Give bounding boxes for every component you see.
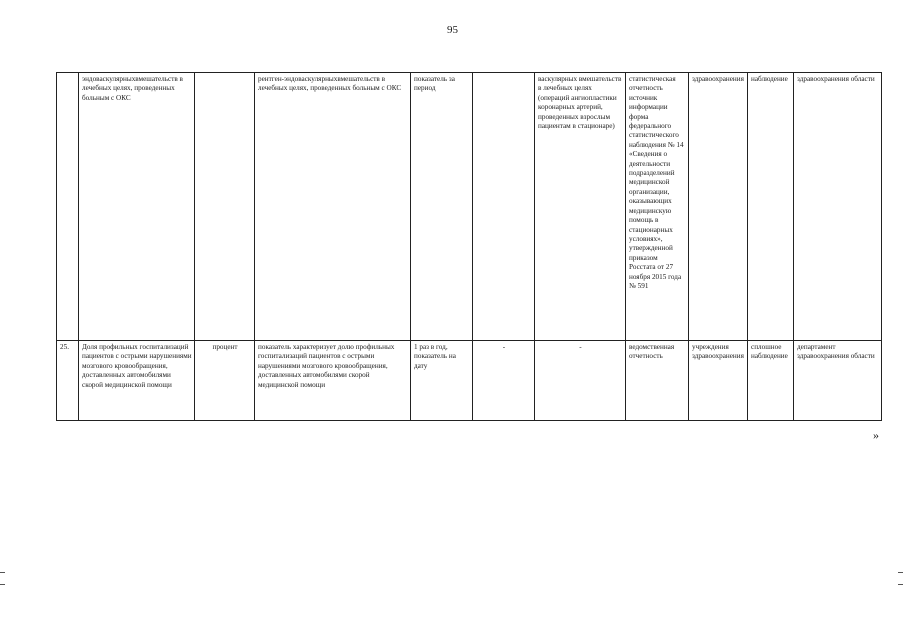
scan-edge-mark bbox=[0, 584, 5, 585]
row-number-cell: 25. bbox=[57, 341, 79, 421]
scan-edge-mark bbox=[898, 572, 903, 573]
definition-cell: рентген-эндоваскулярныхвмешательств в лечебных целях, проведенных больным с ОКС bbox=[255, 73, 411, 341]
indicator-name-cell: Доля профильных госпитализаций пациентов с острыми нарушениями мозгового кровообращения, доставленных автомобилями скорой медицинской помощи bbox=[79, 341, 195, 421]
calculation-cell: васкулярных вмешательств в лечебных целях (операций ангиопластики коронарных артерий, проведенных взрослым пациентам в стационаре) bbox=[535, 73, 626, 341]
definition-cell: показатель характеризует долю профильных госпитализаций пациентов с острыми нарушениями мозгового кровообращения, доставленных автомобилями скорой медицинской помощи bbox=[255, 341, 411, 421]
table-row bbox=[57, 73, 882, 341]
row-number-cell bbox=[57, 73, 79, 341]
scan-edge-mark bbox=[898, 584, 903, 585]
unit-cell bbox=[195, 73, 255, 341]
scan-edge-mark bbox=[0, 572, 5, 573]
closing-quote: » bbox=[873, 428, 879, 442]
empty-cell bbox=[473, 73, 535, 341]
indicators-table bbox=[56, 72, 882, 421]
dash-cell: - bbox=[473, 341, 535, 421]
table-row bbox=[57, 341, 882, 421]
source-cell: статистическая отчетность источник информации форма федерального статистического наблюдения № 14 «Сведения о деятельности подразделений медицинской организации, оказывающих медицинскую помощь в стационарных условиях», утвержденной приказом Росстата от 27 ноября 2015 года № 591 bbox=[626, 73, 689, 341]
periodicity-cell: 1 раз в год, показатель на дату bbox=[411, 341, 473, 421]
indicator-name-cell: эндоваскулярныхвмешательств в лечебных целях, проведенных больным с ОКС bbox=[79, 73, 195, 341]
unit-cell: процент bbox=[195, 341, 255, 421]
periodicity-cell: показатель за период bbox=[411, 73, 473, 341]
method-cell: сплошное наблюдение bbox=[748, 341, 794, 421]
level-cell: учреждения здравоохранения bbox=[689, 341, 748, 421]
level-cell: здравоохранения bbox=[689, 73, 748, 341]
method-cell: наблюдение bbox=[748, 73, 794, 341]
responsible-cell: департамент здравоохранения области bbox=[794, 341, 882, 421]
page-number: 95 bbox=[447, 24, 458, 36]
responsible-cell: здравоохранения области bbox=[794, 73, 882, 341]
source-cell: ведомственная отчетность bbox=[626, 341, 689, 421]
dash-cell: - bbox=[535, 341, 626, 421]
